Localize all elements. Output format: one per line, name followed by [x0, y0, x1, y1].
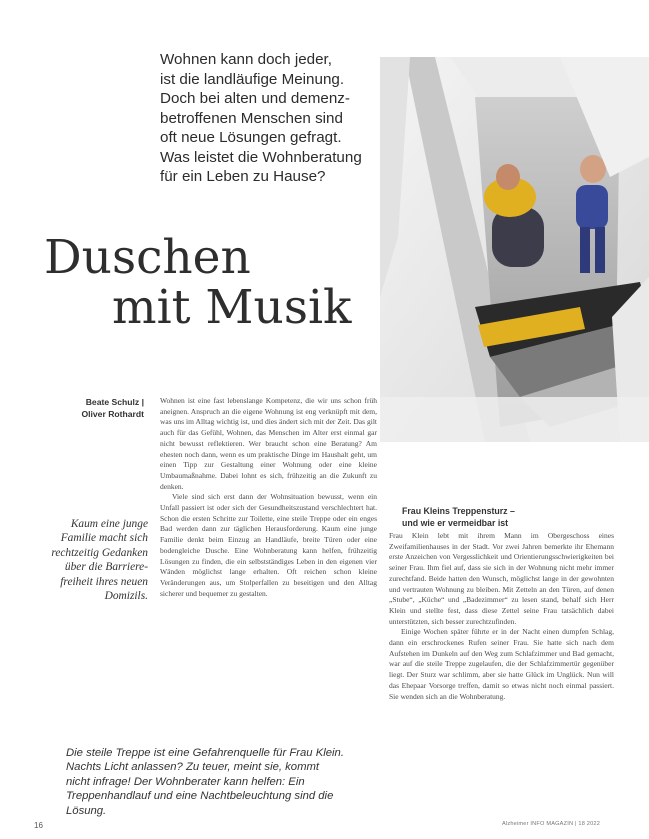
staircase-photo-illustration: [380, 57, 649, 442]
body-paragraph: Frau Klein lebt mit ihrem Mann im Obergeschoss eines Zweifamilienhauses in der Stadt. Vor zwei Jahren bemerkte ihr Ehemann erste Anzeichen von Vergesslichkeit und Orientierungsschwierigkeiten bei seiner Frau. Ihm fiel auf, dass sie sich in der Wohnung nicht mehr immer zurechtfand. Beide hatten den Wunsch, möglichst lange in der gewohnten und vertrauten Wohnung zu bleiben. Mit Zetteln an den Türen, auf denen „Stube“, „Küche“ und „Badezimmer“ zu lesen stand, behalf sich Herr Klein und stellte fest, dass diese Zettel seine Frau tatsächlich dabei unterstützten, sich besser zurechtzufinden.: [389, 531, 614, 626]
author-1: Beate Schulz |: [85, 397, 144, 407]
body-paragraph: Einige Wochen später führte er in der Nacht einen dumpfen Schlag, dann ein erschrockenes Rufen seiner Frau. Sie hatte sich nach dem Aufstehen im Dunkeln auf den Weg zum Schlafzimmer und Bad gemacht, war auf die steile Treppe zugelaufen, die der Schlafzimmertür gegenüber liegt. Der Sturz war schlimm, aber sie hatte Glück im Unglück. Nun will das Ehepaar Vorsorge treffen, damit so etwas nicht noch einmal passiert. Sie wenden sich an die Wohnberatung.: [389, 627, 614, 701]
staircase-photo: [380, 57, 649, 442]
article-title-line-1: Duschen: [44, 230, 251, 285]
pull-quote: Kaum eine junge Familie macht sich rechtzeitig Gedanken über die Barriere-freiheit ihres neuen Domizils.: [51, 518, 148, 603]
section-subhead: Frau Kleins Treppensturz – und wie er vermeidbar ist: [402, 506, 515, 528]
body-paragraph: Viele sind sich erst dann der Wohnsituation bewusst, wenn ein Unfall passiert ist oder sich der Gesundheitszustand verschlechtert hat. Schon die ersten Schritte zur Toilette, eine steile Treppe oder ein enges Bad werden dann zur täglichen Herausforderung. Kaum eine junge Familie denkt beim Einzug an Handläufe, breite Türen oder eine bodengleiche Dusche. Eine Wohnberatung kann helfen, frühzeitig Lösungen zu finden, die ein selbstständiges Leben in den eigenen vier Wänden möglichst lange erhalten. Oft reichen schon kleine Veränderungen aus, um Stolperfallen zu beseitigen und den Alltag sicherer und bequemer zu gestalten.: [160, 492, 377, 598]
body-column-right: [389, 531, 614, 828]
author-2: Oliver Rothardt: [81, 408, 144, 419]
page-number: 16: [34, 821, 43, 830]
authors: [60, 397, 144, 420]
magazine-footer: Alzheimer INFO MAGAZIN | 18 2022: [502, 821, 601, 827]
body-column-left: [160, 396, 377, 716]
body-paragraph: Wohnen ist eine fast lebenslange Kompetenz, die wir uns schon früh aneignen. Anspruch an die eigene Wohnung ist eng verknüpft mit dem, was uns im Alltag wichtig ist, und dies ändert sich mit der Zeit. Das gilt auch für das Gefühl, Wohnen, das Menschen im Alter erst einmal gar nicht bewusst reflektieren. Wer braucht schon eine Beratung? Am ehesten noch dann, wenn es um praktische Dinge im Haushalt geht, um einen Tipp zur Gestaltung einer Wohnung oder eine kleine Umbaumaßnahme. Dabei lohnt es sich, frühzeitig an die Zukunft zu denken.: [160, 396, 377, 491]
article-title-line-2: mit Musik: [112, 280, 352, 335]
image-caption: Die steile Treppe ist eine Gefahrenquelle für Frau Klein. Nachts Licht anlassen? Zu teuer, meint sie, kommt nicht infrage! Der Wohnberater kann helfen: Ein Treppenhandlauf und eine Nachtbeleuchtung sind die Lösung.: [66, 747, 344, 817]
intro-text: Wohnen kann doch jeder, ist die landläufige Meinung. Doch bei alten und demenz- betroffenen Menschen sind oft neue Lösungen gefragt. Was leistet die Wohnberatung für ein Leben zu Hause?: [160, 51, 362, 185]
